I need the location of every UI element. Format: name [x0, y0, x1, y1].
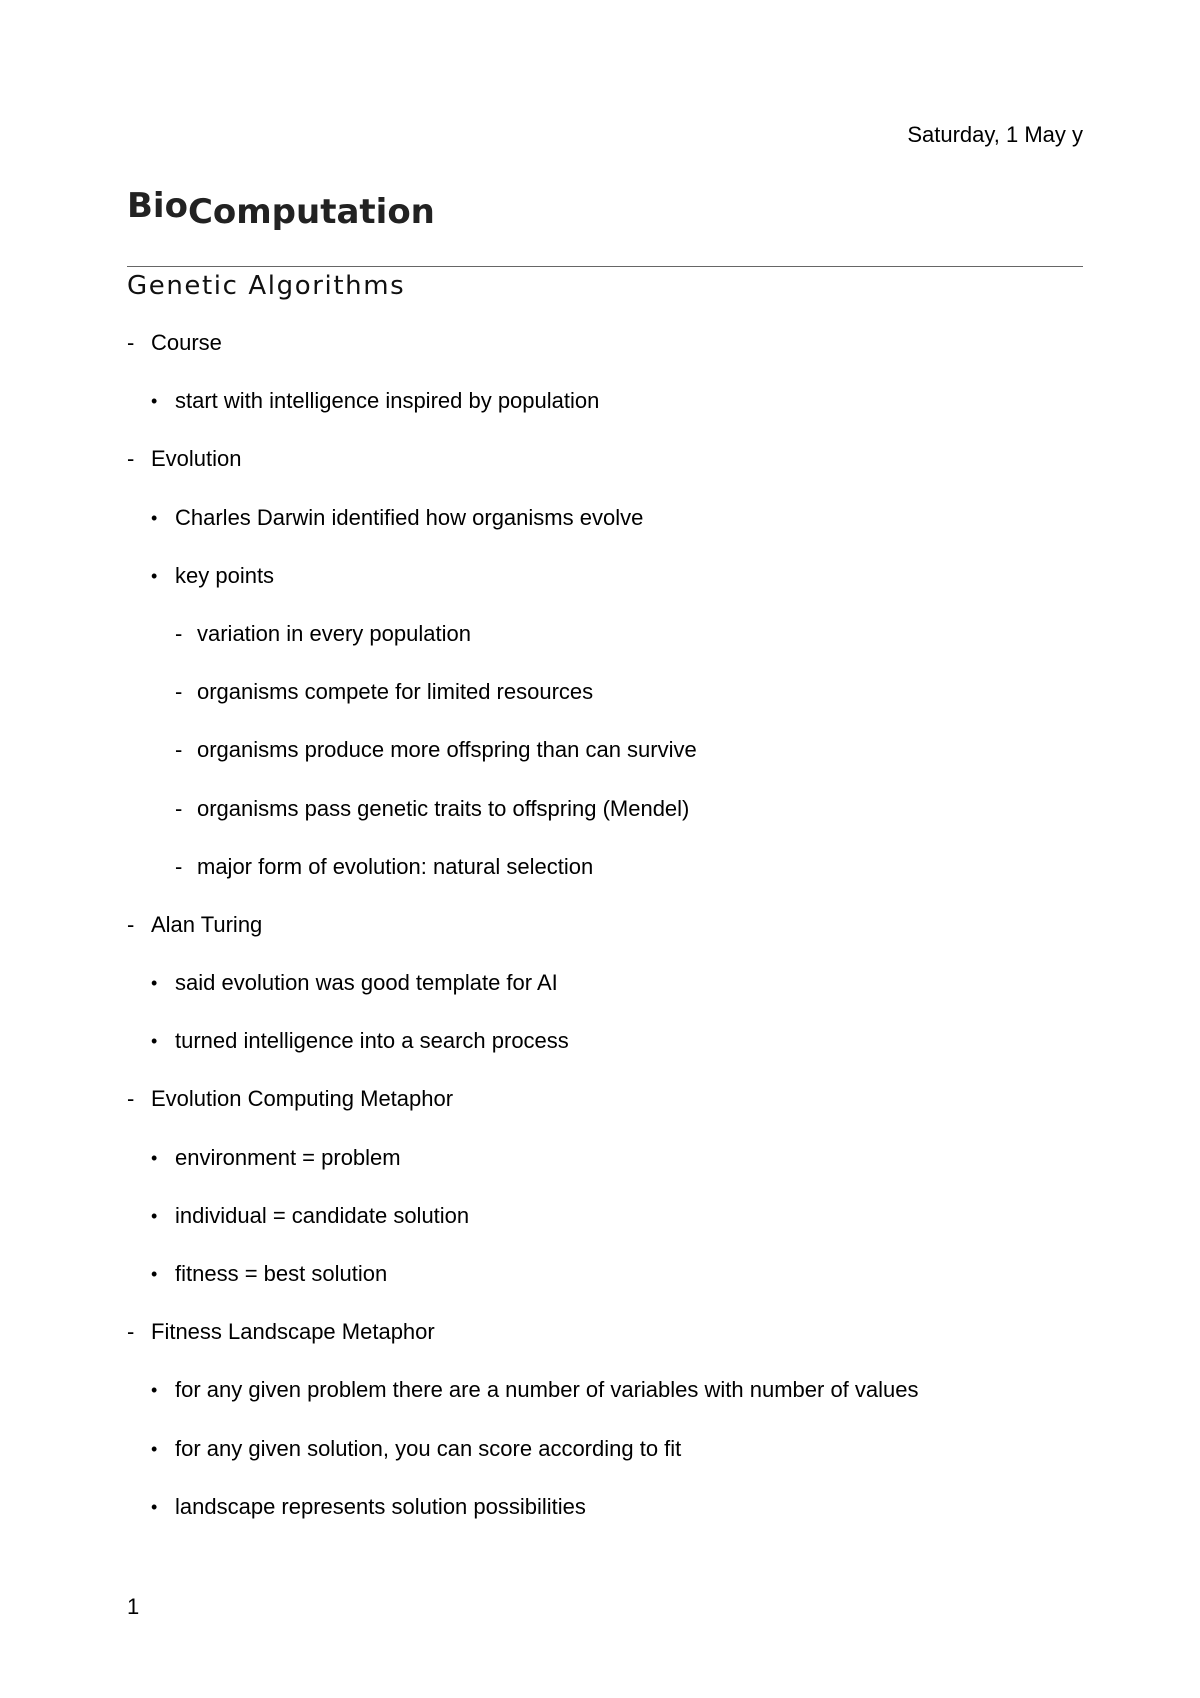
outline-item — [127, 1494, 919, 1552]
outline-item — [127, 1377, 919, 1435]
outline-item — [127, 1145, 919, 1203]
dash-marker: - — [127, 1319, 135, 1345]
bullet-marker: • — [151, 1438, 158, 1459]
notes-outline — [127, 330, 919, 1552]
outline-item-text: Fitness Landscape Metaphor — [151, 1319, 435, 1345]
dash-marker: - — [175, 853, 183, 879]
outline-item-text: variation in every population — [197, 620, 471, 646]
outline-item-text: turned intelligence into a search process — [175, 1028, 569, 1054]
outline-item — [127, 388, 919, 446]
outline-item — [127, 1436, 919, 1494]
section-heading: Genetic Algorithms — [127, 271, 406, 301]
bullet-marker: • — [151, 1205, 158, 1226]
bullet-marker: • — [151, 507, 158, 528]
outline-item — [127, 330, 919, 388]
dash-marker: - — [127, 911, 135, 937]
outline-item-text: for any given solution, you can score according to fit — [175, 1435, 682, 1461]
outline-item-text: major form of evolution: natural selection — [197, 853, 594, 879]
outline-item-text: Course — [151, 330, 222, 355]
outline-item-text: organisms pass genetic traits to offspring (Mendel) — [197, 795, 690, 821]
bullet-marker: • — [151, 565, 158, 586]
outline-item — [127, 621, 919, 679]
outline-item-text: Evolution — [151, 446, 242, 472]
outline-item — [127, 1319, 919, 1377]
outline-item-text: organisms compete for limited resources — [197, 679, 594, 705]
document-title-main: Computation — [187, 192, 435, 232]
outline-item-text: environment = problem — [175, 1144, 401, 1170]
outline-item-text: Alan Turing — [151, 911, 263, 937]
bullet-marker: • — [151, 1380, 158, 1401]
outline-item — [127, 446, 919, 504]
bullet-marker: • — [151, 1147, 158, 1168]
document-date: Saturday, 1 May y — [907, 122, 1083, 147]
outline-item-text: key points — [175, 562, 275, 588]
dash-marker: - — [127, 330, 135, 355]
dash-marker: - — [175, 620, 183, 646]
bullet-marker: • — [151, 973, 158, 994]
outline-item-text: Evolution Computing Metaphor — [151, 1086, 454, 1112]
outline-item — [127, 505, 919, 563]
outline-item — [127, 737, 919, 795]
title-divider — [127, 266, 1083, 267]
bullet-marker: • — [151, 1496, 158, 1517]
outline-item-text: landscape represents solution possibilities — [175, 1493, 586, 1519]
outline-item-text: organisms produce more offspring than can survive — [197, 737, 697, 763]
dash-marker: - — [175, 795, 183, 821]
outline-item — [127, 1261, 919, 1319]
outline-item — [127, 854, 919, 912]
outline-item — [127, 679, 919, 737]
outline-item — [127, 796, 919, 854]
outline-item-text: individual = candidate solution — [175, 1202, 470, 1228]
document-title-prefix: Bio — [127, 186, 188, 226]
outline-item — [127, 1086, 919, 1144]
outline-item — [127, 912, 919, 970]
bullet-marker: • — [151, 391, 158, 412]
outline-item-text: start with intelligence inspired by population — [175, 388, 600, 414]
outline-item — [127, 1203, 919, 1261]
bullet-marker: • — [151, 1031, 158, 1052]
document-title — [127, 186, 435, 232]
outline-item-text: Charles Darwin identified how organisms evolve — [175, 504, 644, 530]
outline-item-text: said evolution was good template for AI — [175, 970, 558, 996]
page-number: 1 — [127, 1594, 140, 1619]
dash-marker: - — [175, 679, 183, 705]
outline-item-text: for any given problem there are a number of variables with number of values — [175, 1377, 919, 1403]
outline-item — [127, 1028, 919, 1086]
outline-item — [127, 970, 919, 1028]
bullet-marker: • — [151, 1264, 158, 1284]
outline-item — [127, 563, 919, 621]
dash-marker: - — [175, 737, 183, 763]
dash-marker: - — [127, 446, 135, 472]
outline-item-text: fitness = best solution — [175, 1261, 388, 1286]
dash-marker: - — [127, 1086, 135, 1112]
